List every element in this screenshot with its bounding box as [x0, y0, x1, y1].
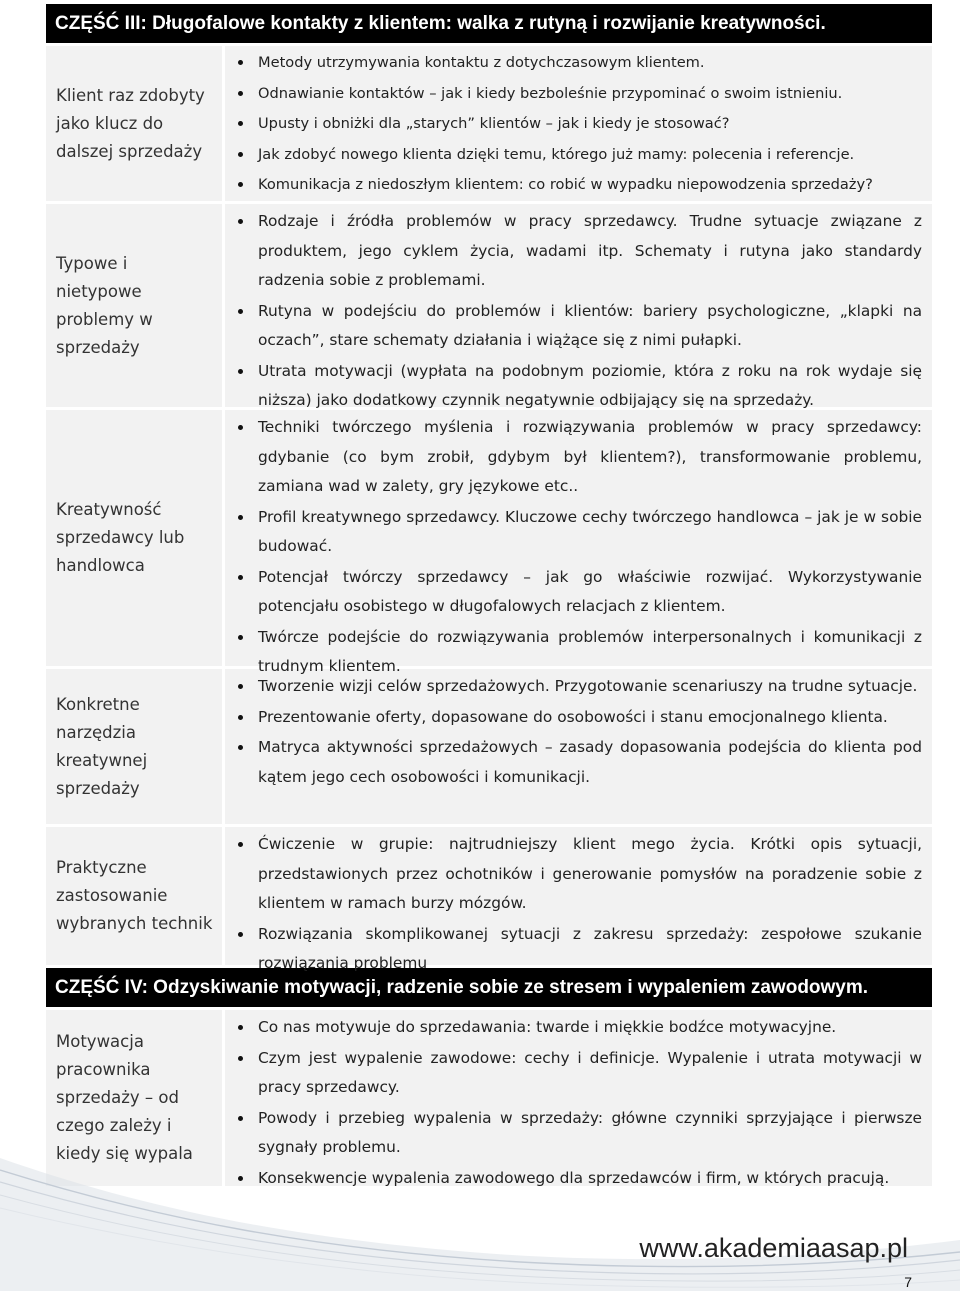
list-item: Ćwiczenie w grupie: najtrudniejszy klient mego życia. Krótki opis sytuacji, przedstawionych przez ochotników i generowanie pomysłów na poradzenie sobie z klientem w ramach burzy mózgów. [235, 830, 922, 919]
bullet-list [235, 413, 922, 682]
list-item: Utrata motywacji (wypłata na podobnym poziomie, która z roku na rok wydaje się niższa) jako dodatkowy czynnik negatywnie odbijający się na sprzedaży. [235, 357, 922, 416]
program-table [46, 4, 932, 1186]
row-content [225, 827, 932, 972]
table-row [46, 827, 932, 972]
row-topic: Konkretne narzędzia kreatywnej sprzedaży [46, 669, 222, 824]
list-item: Rozwiązania skomplikowanej sytuacji z zakresu sprzedaży: zespołowe szukanie rozwiązania problemu [235, 920, 922, 979]
bullet-list [235, 207, 922, 416]
list-item: Powody i przebieg wypalenia w sprzedaży: główne czynniki sprzyjające i pierwsze sygnały problemu. [235, 1104, 922, 1163]
row-content [225, 204, 932, 407]
list-item: Jak zdobyć nowego klienta dzięki temu, którego już mamy: polecenia i referencje. [235, 140, 922, 171]
part-4-header: CZĘŚĆ IV: Odzyskiwanie motywacji, radzenie sobie ze stresem i wypaleniem zawodowym. [46, 968, 932, 1007]
list-item: Matryca aktywności sprzedażowych – zasady dopasowania podejścia do klienta pod kątem jego cech osobowości i komunikacji. [235, 733, 922, 792]
list-item: Czym jest wypalenie zawodowe: cechy i definicje. Wypalenie i utrata motywacji w pracy sprzedawcy. [235, 1044, 922, 1103]
list-item: Co nas motywuje do sprzedawania: twarde i miękkie bodźce motywacyjne. [235, 1013, 922, 1043]
list-item: Upusty i obniżki dla „starych” klientów – jak i kiedy je stosować? [235, 109, 922, 140]
website-url: www.akademiaasap.pl [639, 1233, 908, 1263]
table-row [46, 669, 932, 824]
list-item: Profil kreatywnego sprzedawcy. Kluczowe cechy twórczego handlowca – jak je w sobie budować. [235, 503, 922, 562]
table-row [46, 46, 932, 201]
row-content [225, 410, 932, 675]
list-item: Techniki twórczego myślenia i rozwiązywania problemów w pracy sprzedawcy: gdybanie (co bym zrobił, gdybym był klientem?), transformowanie problemu, zamiana wad w zalety, gry językowe etc.. [235, 413, 922, 502]
row-topic: Klient raz zdobyty jako klucz do dalszej sprzedaży [46, 46, 222, 201]
bullet-list [235, 48, 922, 201]
list-item: Odnawianie kontaktów – jak i kiedy bezboleśnie przypominać o swoim istnieniu. [235, 79, 922, 110]
row-content [225, 46, 932, 201]
row-topic: Typowe i nietypowe problemy w sprzedaży [46, 204, 222, 407]
list-item: Prezentowanie oferty, dopasowane do osobowości i stanu emocjonalnego klienta. [235, 703, 922, 733]
list-item: Metody utrzymywania kontaktu z dotychczasowym klientem. [235, 48, 922, 79]
page-number: 7 [904, 1274, 912, 1290]
part-3-header: CZĘŚĆ III: Długofalowe kontakty z klientem: walka z rutyną i rozwijanie kreatywności. [46, 4, 932, 43]
row-topic: Motywacja pracownika sprzedaży – od czego zależy i kiedy się wypala [46, 1010, 222, 1186]
table-row [46, 204, 932, 407]
list-item: Konsekwencje wypalenia zawodowego dla sprzedawców i firm, w których pracują. [235, 1164, 922, 1194]
decorative-swoosh [0, 1140, 960, 1291]
table-row [46, 410, 932, 675]
list-item: Komunikacja z niedoszłym klientem: co robić w wypadku niepowodzenia sprzedaży? [235, 170, 922, 201]
bullet-list [235, 830, 922, 979]
row-topic: Praktyczne zastosowanie wybranych technik [46, 827, 222, 965]
list-item: Rodzaje i źródła problemów w pracy sprzedawcy. Trudne sytuacje związane z produktem, jego cyklem życia, wadami itp. Schematy i rutyna jako standardy radzenia sobie z problemami. [235, 207, 922, 296]
list-item: Rutyna w podejściu do problemów i klientów: bariery psychologiczne, „klapki na oczach”, stare schematy działania i wiążące się z nimi pułapki. [235, 297, 922, 356]
row-topic: Kreatywność sprzedawcy lub handlowca [46, 410, 222, 666]
list-item: Tworzenie wizji celów sprzedażowych. Przygotowanie scenariuszy na trudne sytuacje. [235, 672, 922, 702]
list-item: Potencjał twórczy sprzedawcy – jak go właściwie rozwijać. Wykorzystywanie potencjału osobistego w długofalowych relacjach z klientem. [235, 563, 922, 622]
list-item: Twórcze podejście do rozwiązywania problemów interpersonalnych i komunikacji z trudnym klientem. [235, 623, 922, 682]
row-content [225, 669, 932, 824]
bullet-list [235, 672, 922, 792]
